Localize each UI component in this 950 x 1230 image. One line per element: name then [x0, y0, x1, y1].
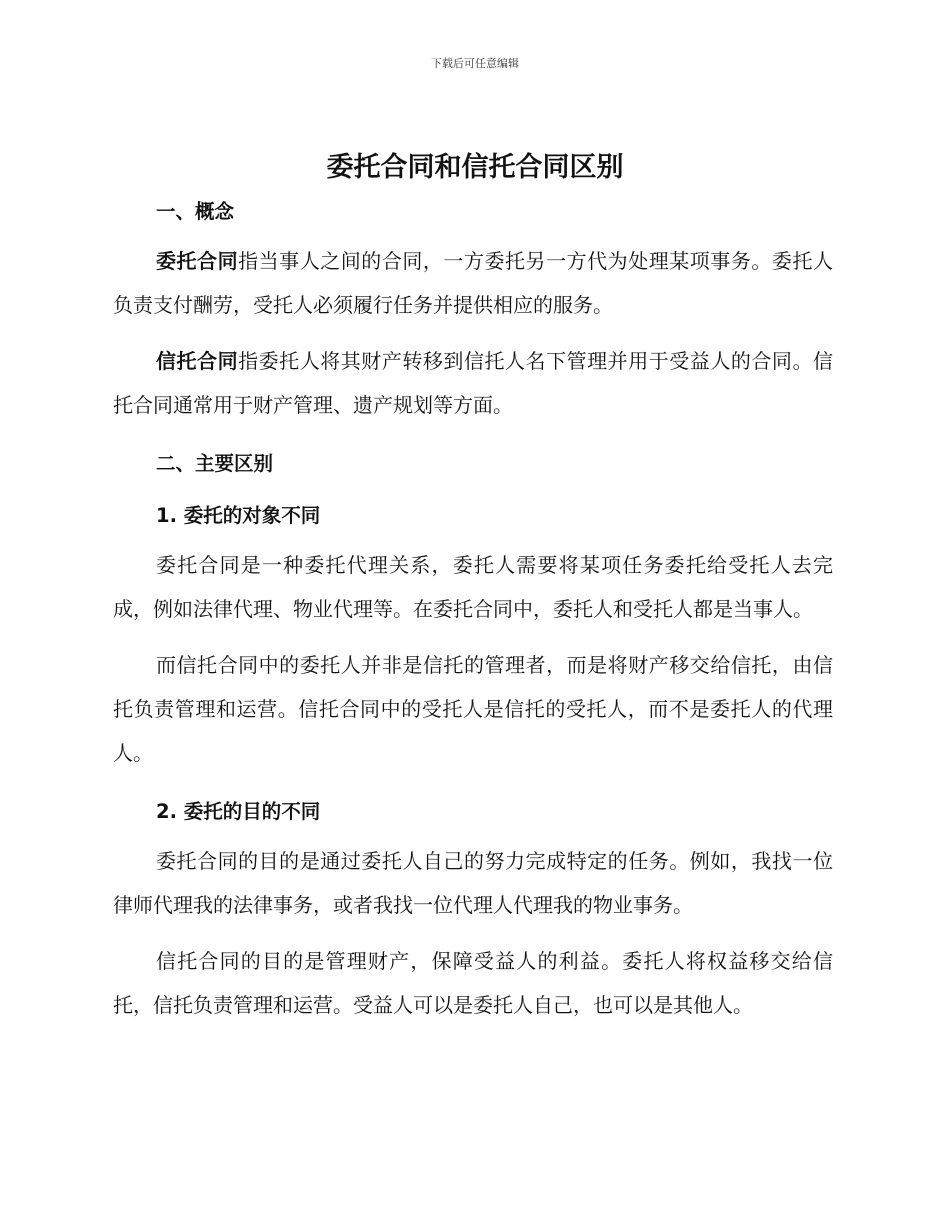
document-title: 委托合同和信托合同区别 [326, 152, 624, 183]
section-heading-concept: 一、概念 [156, 200, 235, 223]
header-note: 下载后可任意编辑 [431, 57, 519, 70]
term-entrust-contract: 委托合同 [156, 249, 239, 273]
paragraph-object-trust: 而信托合同中的委托人并非是信托的管理者，而是将财产移交给信托，由信托负责管理和运营。信托合同中的受托人是信托的受托人，而不是委托人的代理人。 [113, 653, 833, 765]
subsection-heading-object: 1. 委托的对象不同 [156, 504, 321, 527]
paragraph-text: 指委托人将其财产转移到信托人名下管理并用于受益人的合同。信托合同通常用于财产管理、遗产规划等方面。 [113, 349, 833, 417]
section-heading-differences: 二、主要区别 [156, 452, 274, 475]
paragraph-entrust-definition [113, 239, 833, 327]
paragraph-trust-definition [113, 339, 833, 427]
paragraph-purpose-entrust: 委托合同的目的是通过委托人自己的努力完成特定的任务。例如，我找一位律师代理我的法律事务，或者我找一位代理人代理我的物业事务。 [113, 849, 833, 917]
paragraph-object-entrust: 委托合同是一种委托代理关系，委托人需要将某项任务委托给受托人去完成，例如法律代理、物业代理等。在委托合同中，委托人和受托人都是当事人。 [113, 553, 833, 621]
subsection-heading-purpose: 2. 委托的目的不同 [156, 800, 321, 823]
document-body [113, 197, 833, 1027]
paragraph-text: 指当事人之间的合同，一方委托另一方代为处理某项事务。委托人负责支付酬劳，受托人必须履行任务并提供相应的服务。 [113, 249, 833, 317]
paragraph-purpose-trust: 信托合同的目的是管理财产，保障受益人的利益。委托人将权益移交给信托，信托负责管理和运营。受益人可以是委托人自己，也可以是其他人。 [113, 949, 833, 1017]
term-trust-contract: 信托合同 [156, 349, 239, 373]
